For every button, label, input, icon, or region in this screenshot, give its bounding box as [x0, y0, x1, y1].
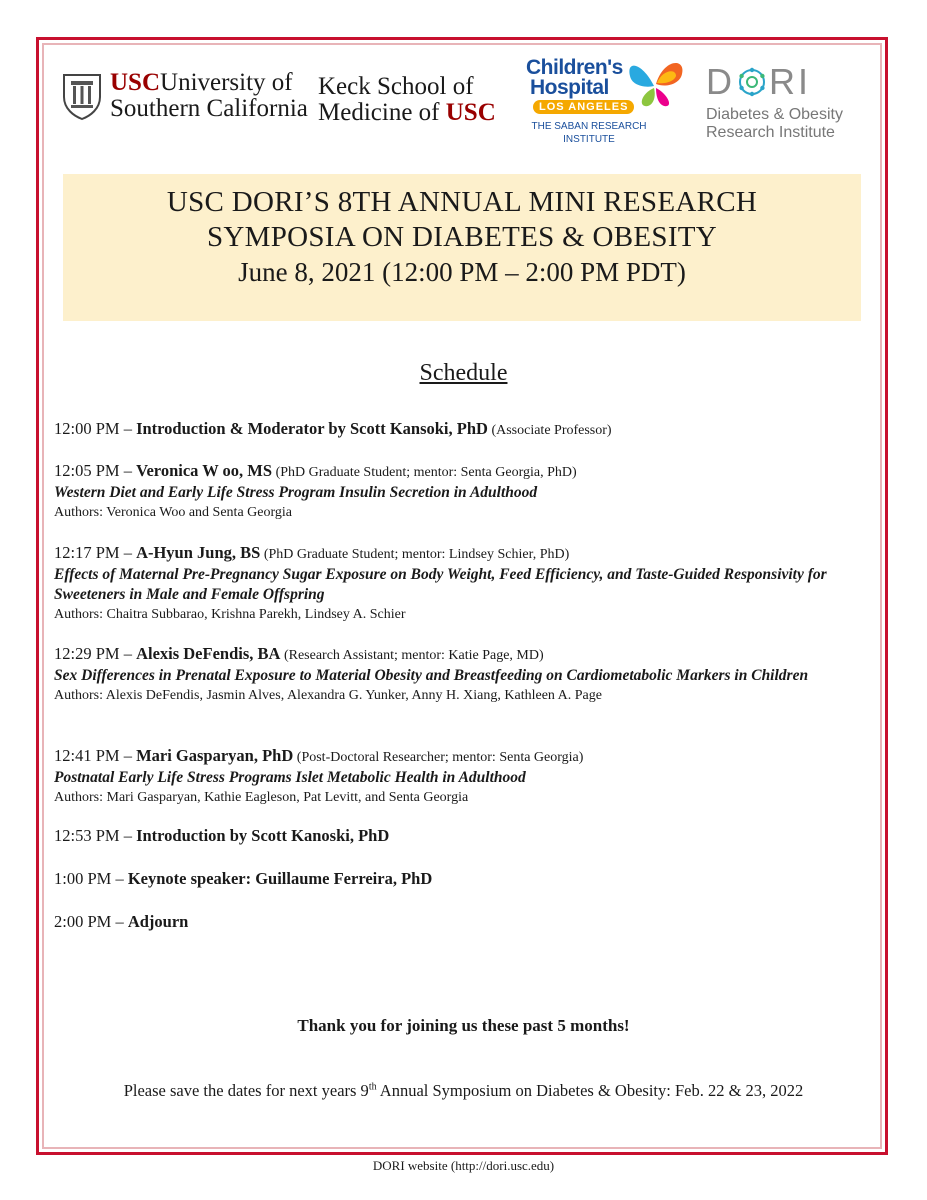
- item-speaker: Adjourn: [127, 912, 189, 931]
- item-dash: –: [111, 869, 128, 888]
- item-speaker: Alexis DeFendis, BA: [136, 644, 281, 663]
- schedule-item: [54, 644, 854, 706]
- chla-line1: Children's: [526, 56, 623, 79]
- item-time: 12:53 PM: [54, 826, 120, 845]
- dori-logo: [706, 61, 856, 154]
- item-speaker: Introduction & Moderator by Scott Kansoki, PhD: [136, 419, 488, 438]
- talk-authors: Authors: Mari Gasparyan, Kathie Eagleson, Pat Levitt, and Senta Georgia: [54, 790, 469, 805]
- schedule-item: [54, 746, 854, 808]
- usc-name-line2: Southern California: [110, 95, 308, 122]
- dori-ri: RI: [769, 61, 811, 102]
- butterfly-icon: [624, 56, 688, 112]
- item-dash: –: [119, 543, 137, 562]
- usc-abbrev: USC: [110, 69, 161, 96]
- item-time: 12:05 PM: [54, 461, 120, 480]
- event-title-line1: USC DORI’S 8TH ANNUAL MINI RESEARCH: [166, 186, 758, 218]
- talk-authors: Authors: Chaitra Subbarao, Krishna Parekh, Lindsey A. Schier: [54, 607, 406, 622]
- save-the-date: [0, 1081, 927, 1101]
- item-dash: –: [119, 461, 137, 480]
- item-role: (PhD Graduate Student; mentor: Senta Georgia, PhD): [272, 465, 577, 480]
- item-speaker: Introduction by Scott Kanoski, PhD: [136, 826, 390, 845]
- item-dash: –: [119, 644, 137, 663]
- talk-title: Sex Differences in Prenatal Exposure to Material Obesity and Breastfeeding on Cardiometabolic Markers in Children: [54, 667, 809, 684]
- schedule-item: [54, 912, 854, 932]
- title-banner: [63, 174, 861, 321]
- chla-logo: [524, 56, 694, 156]
- item-time: 12:00 PM: [54, 419, 120, 438]
- schedule-heading: Schedule: [419, 360, 508, 386]
- talk-title: Effects of Maternal Pre-Pregnancy Sugar Exposure on Body Weight, Feed Efficiency, and Taste-Guided Responsivity for Sweeteners in Male and Female Offspring: [54, 566, 827, 603]
- item-dash: –: [119, 746, 137, 765]
- keck-line1: Keck School of: [318, 73, 474, 100]
- item-time: 1:00 PM: [54, 869, 112, 888]
- chla-line2: Hospital: [530, 76, 609, 99]
- item-speaker: Keynote speaker: Guillaume Ferreira, PhD: [127, 869, 433, 888]
- keck-logo: [318, 74, 496, 127]
- logo-bar: [60, 56, 860, 156]
- talk-authors: Authors: Veronica Woo and Senta Georgia: [54, 505, 292, 520]
- dori-d: D: [706, 61, 735, 102]
- item-speaker: Mari Gasparyan, PhD: [136, 746, 294, 765]
- chla-los-angeles: LOS ANGELES: [533, 100, 634, 114]
- talk-title: Western Diet and Early Life Stress Program Insulin Secretion in Adulthood: [54, 484, 538, 501]
- item-dash: –: [111, 912, 128, 931]
- usc-name-line1: University of: [160, 69, 293, 96]
- talk-title: Postnatal Early Life Stress Programs Islet Metabolic Health in Adulthood: [54, 769, 526, 786]
- schedule-item: [54, 419, 854, 441]
- save-text-rest: Annual Symposium on Diabetes & Obesity: Feb. 22 & 23, 2022: [376, 1081, 804, 1100]
- usc-logo: [60, 70, 308, 121]
- item-speaker: Veronica W oo, MS: [136, 461, 273, 480]
- item-time: 12:41 PM: [54, 746, 120, 765]
- item-time: 12:17 PM: [54, 543, 120, 562]
- keck-usc: USC: [445, 99, 496, 127]
- usc-seal-icon: [60, 71, 104, 121]
- item-dash: –: [119, 419, 137, 438]
- item-speaker: A-Hyun Jung, BS: [136, 543, 261, 562]
- item-time: 2:00 PM: [54, 912, 112, 931]
- save-text: Please save the dates for next years 9: [123, 1081, 369, 1100]
- schedule-item: [54, 461, 854, 523]
- item-dash: –: [119, 826, 137, 845]
- thank-you-note: Thank you for joining us these past 5 months!: [297, 1016, 630, 1035]
- dori-sub-line2: Research Institute: [706, 124, 835, 142]
- dori-sub-line1: Diabetes & Obesity: [706, 106, 843, 123]
- save-sup: th: [368, 1081, 377, 1093]
- item-role: (PhD Graduate Student; mentor: Lindsey Schier, PhD): [260, 547, 570, 562]
- schedule-item: [54, 826, 854, 846]
- item-role: (Post-Doctoral Researcher; mentor: Senta Georgia): [293, 750, 584, 765]
- keck-line2: Medicine of: [318, 99, 446, 127]
- chla-saban-line2: INSTITUTE: [563, 134, 615, 145]
- event-date: June 8, 2021 (12:00 PM – 2:00 PM PDT): [238, 257, 686, 287]
- chla-saban-line1: THE SABAN RESEARCH: [531, 121, 647, 132]
- talk-authors: Authors: Alexis DeFendis, Jasmin Alves, Alexandra G. Yunker, Anny H. Xiang, Kathleen A. Page: [54, 688, 602, 703]
- dori-website-link[interactable]: DORI website (http://dori.usc.edu): [372, 1158, 555, 1173]
- schedule-item: [54, 869, 854, 889]
- item-role: (Associate Professor): [487, 423, 612, 438]
- molecule-icon: [737, 67, 767, 97]
- item-time: 12:29 PM: [54, 644, 120, 663]
- item-role: (Research Assistant; mentor: Katie Page, MD): [280, 648, 544, 663]
- schedule-item: [54, 543, 854, 625]
- event-title-line2: SYMPOSIA ON DIABETES & OBESITY: [206, 221, 718, 253]
